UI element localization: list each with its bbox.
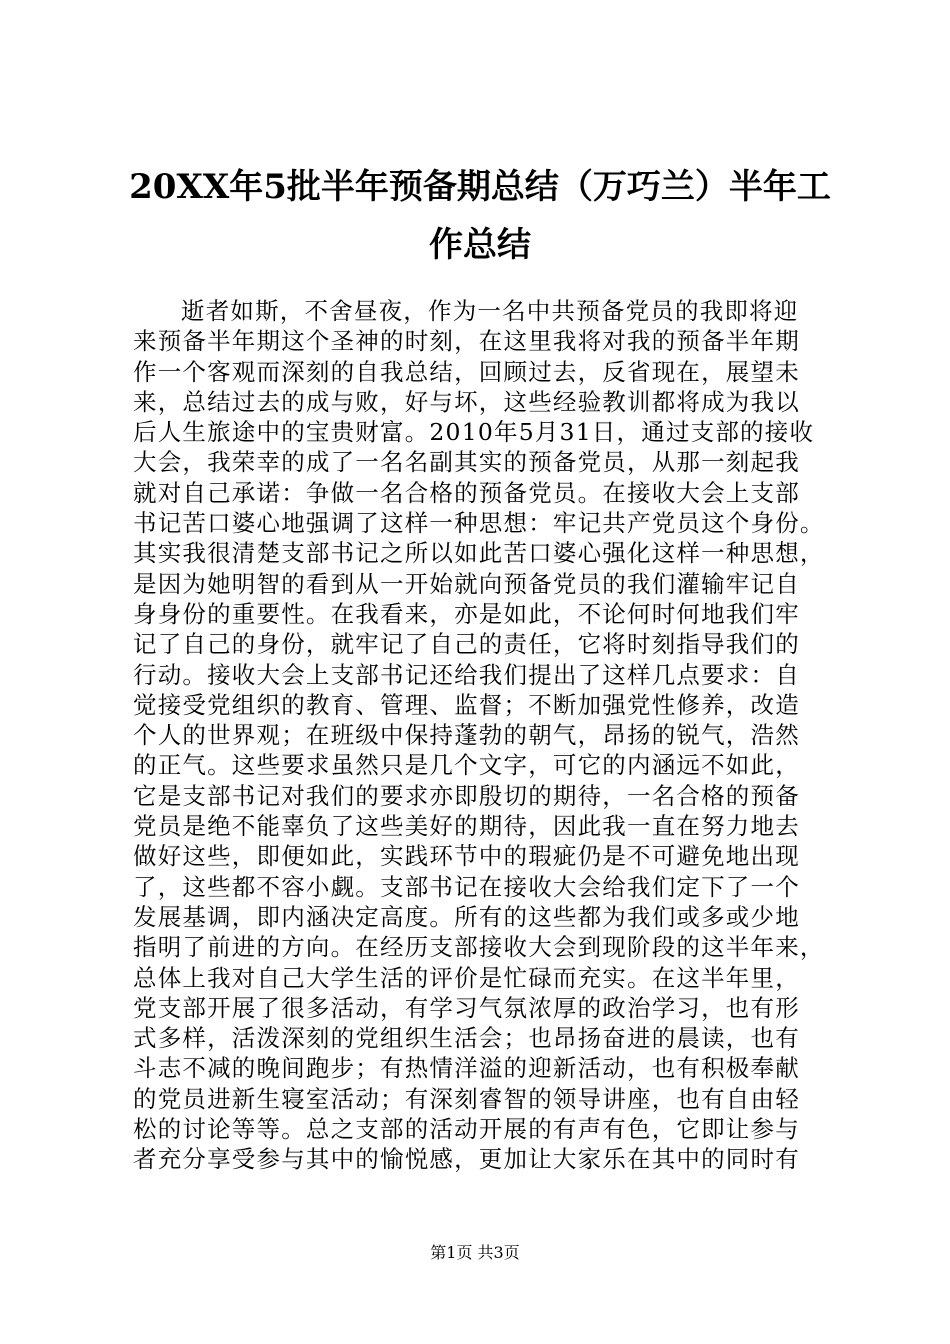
body-line: 行动。接收大会上支部书记还给我们提出了这样几点要求：自: [133, 660, 800, 689]
body-line: 党员是绝不能辜负了这些美好的期待，因此我一直在努力地去: [133, 812, 800, 841]
body-line: 者充分享受参与其中的愉悦感，更加让大家乐在其中的同时有: [133, 1145, 800, 1174]
title-line-1: 20XX年5批半年预备期总结（万巧兰）半年工: [129, 167, 831, 207]
page-number-footer: 第1页 共3页: [430, 1243, 520, 1262]
body-line: 其实我很清楚支部书记之所以如此苦口婆心强化这样一种思想，: [133, 539, 825, 568]
body-line: 大会，我荣幸的成了一名名副其实的预备党员，从那一刻起我: [133, 448, 800, 477]
body-line: 逝者如斯，不舍昼夜，作为一名中共预备党员的我即将迎: [181, 297, 799, 325]
body-line: 记了自己的身份，就牢记了自己的责任，它将时刻指导我们的: [133, 630, 800, 659]
body-line: 总体上我对自己大学生活的评价是忙碌而充实。在这半年里，: [133, 963, 800, 992]
body-line: 作一个客观而深刻的自我总结，回顾过去，反省现在，展望未: [133, 357, 800, 386]
document-body: [133, 296, 833, 1175]
body-line: 它是支部书记对我们的要求亦即殷切的期待，一名合格的预备: [133, 781, 800, 810]
title-line-2: 作总结: [429, 225, 531, 265]
body-line: 觉接受党组织的教育、管理、监督；不断加强党性修养，改造: [133, 690, 800, 719]
body-line: 身身份的重要性。在我看来，亦是如此，不论何时何地我们牢: [133, 599, 800, 628]
body-line: 松的讨论等等。总之支部的活动开展的有声有色，它即让参与: [133, 1115, 800, 1144]
body-line: 党支部开展了很多活动，有学习气氛浓厚的政治学习，也有形: [133, 993, 800, 1022]
body-line: 了，这些都不容小觑。支部书记在接收大会给我们定下了一个: [133, 872, 800, 901]
document-title: [120, 158, 840, 274]
body-line: 的党员进新生寝室活动；有深刻睿智的领导讲座，也有自由轻: [133, 1084, 800, 1113]
body-line: 指明了前进的方向。在经历支部接收大会到现阶段的这半年来，: [133, 933, 825, 962]
body-line: 做好这些，即便如此，实践环节中的瑕疵仍是不可避免地出现: [133, 842, 800, 871]
body-line: 来预备半年期这个圣神的时刻，在这里我将对我的预备半年期: [133, 327, 800, 356]
body-line: 后人生旅途中的宝贵财富。2010年5月31日，通过支部的接收: [133, 418, 815, 447]
body-line: 是因为她明智的看到从一开始就向预备党员的我们灌输牢记自: [133, 569, 800, 598]
body-line: 个人的世界观；在班级中保持蓬勃的朝气，昂扬的锐气，浩然: [133, 721, 800, 750]
body-line: 式多样，活泼深刻的党组织生活会；也昂扬奋进的晨读，也有: [133, 1024, 800, 1053]
body-line: 斗志不减的晚间跑步；有热情洋溢的迎新活动，也有积极奉献: [133, 1054, 800, 1083]
body-line: 发展基调，即内涵决定高度。所有的这些都为我们或多或少地: [133, 902, 800, 931]
body-line: 来，总结过去的成与败，好与坏，这些经验教训都将成为我以: [133, 387, 800, 416]
body-line: 的正气。这些要求虽然只是几个文字，可它的内涵远不如此，: [133, 751, 800, 780]
body-line: 书记苦口婆心地强调了这样一种思想：牢记共产党员这个身份。: [133, 509, 825, 538]
body-line: 就对自己承诺：争做一名合格的预备党员。在接收大会上支部: [133, 478, 800, 507]
